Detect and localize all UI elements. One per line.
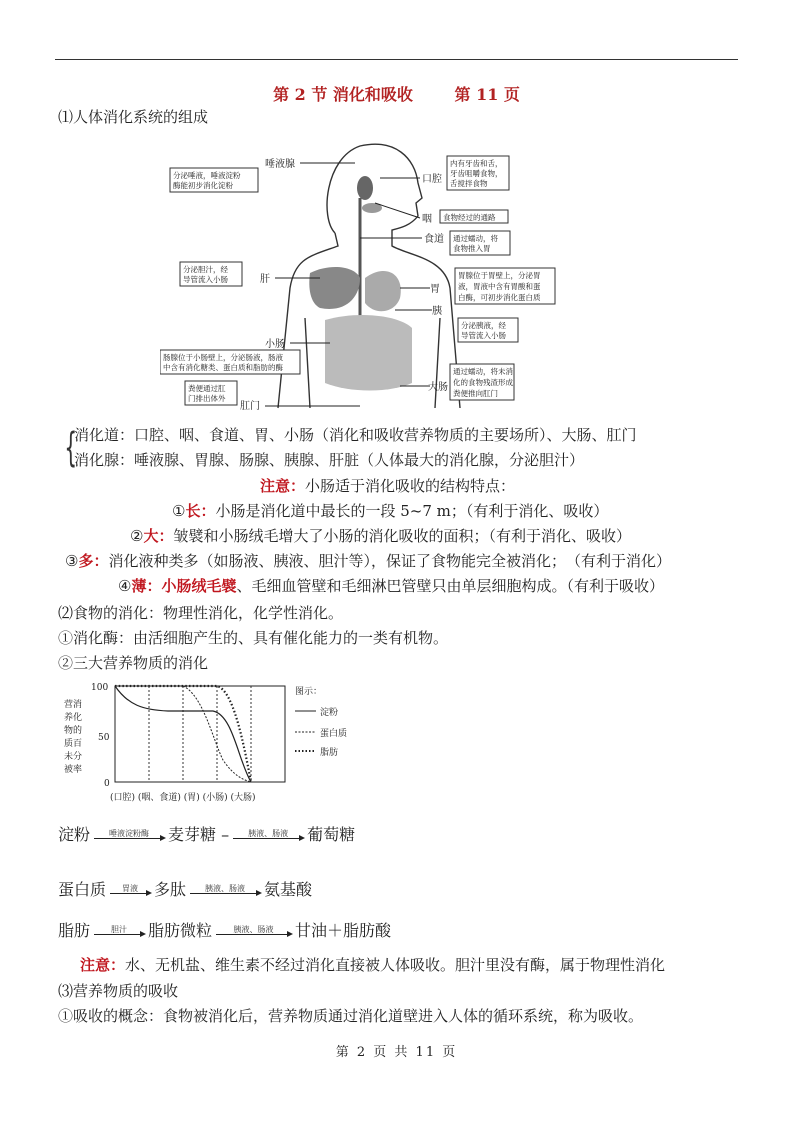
svg-text:液，胃液中含有胃酸和蛋: 液，胃液中含有胃酸和蛋 bbox=[458, 282, 541, 291]
label-small-intestine: 小肠 bbox=[265, 339, 285, 350]
label-pharynx: 咽 bbox=[422, 214, 432, 225]
svg-text:白酶，可初步消化蛋白质: 白酶，可初步消化蛋白质 bbox=[458, 293, 541, 302]
section-title: 第 2 节 消化和吸收 bbox=[273, 85, 413, 104]
svg-text:分泌胆汁，经: 分泌胆汁，经 bbox=[183, 265, 228, 274]
svg-text:导管流入小肠: 导管流入小肠 bbox=[183, 275, 228, 284]
digestion-chart bbox=[58, 680, 368, 805]
svg-text:未分: 未分 bbox=[64, 752, 83, 762]
absorption-concept: ①吸收的概念：食物被消化后，营养物质通过消化道壁进入人体的循环系统，称为吸收。 bbox=[58, 1007, 644, 1025]
svg-text:0: 0 bbox=[104, 779, 110, 789]
svg-text:50: 50 bbox=[98, 733, 110, 743]
label-salivary-gland: 唾液腺 bbox=[265, 159, 295, 170]
svg-text:100: 100 bbox=[91, 683, 109, 693]
section-2-heading: ⑵食物的消化：物理性消化，化学性消化。 bbox=[58, 604, 344, 622]
page-reference: 第 11 页 bbox=[454, 85, 520, 104]
brace: { bbox=[64, 425, 78, 471]
digestive-glands-line: 消化腺：唾液腺、胃腺、肠腺、胰腺、肝脏（人体最大的消化腺，分泌胆汁） bbox=[74, 451, 585, 469]
starch-digestion-equation: 淀粉 唾液淀粉酶 麦芽糖 – 胰液、肠液 葡萄糖 bbox=[58, 825, 356, 844]
section-3-heading: ⑶营养物质的吸收 bbox=[58, 982, 179, 1000]
fat-digestion-equation: 脂肪 胆汁 脂肪微粒 胰液、肠液 甘油＋脂肪酸 bbox=[58, 921, 392, 940]
feature-thin: ④薄：小肠绒毛襞、毛细血管壁和毛细淋巴管壁只由单层细胞构成。（有利于吸收） bbox=[118, 577, 664, 595]
label-large-intestine: 大肠 bbox=[428, 382, 448, 393]
svg-text:酶能初步消化淀粉: 酶能初步消化淀粉 bbox=[173, 181, 233, 190]
svg-text:物的: 物的 bbox=[64, 726, 83, 736]
svg-text:图示：: 图示： bbox=[295, 687, 323, 697]
svg-text:营消: 营消 bbox=[64, 700, 83, 710]
svg-text:胃腺位于胃壁上，分泌胃: 胃腺位于胃壁上，分泌胃 bbox=[458, 271, 541, 280]
section-1-heading: ⑴人体消化系统的组成 bbox=[58, 108, 209, 126]
three-nutrients-heading: ②三大营养物质的消化 bbox=[58, 654, 209, 672]
svg-text:(口腔) (咽、食道) (胃) (小肠) (大肠): (口腔) (咽、食道) (胃) (小肠) (大肠) bbox=[110, 793, 256, 803]
header-rule bbox=[55, 59, 738, 60]
svg-text:粪便通过肛: 粪便通过肛 bbox=[188, 384, 226, 393]
svg-text:脂肪: 脂肪 bbox=[320, 748, 339, 758]
feature-many: ③多：消化液种类多（如肠液、胰液、胆汁等），保证了食物能完全被消化； （有利于消化） bbox=[65, 552, 671, 570]
note-absorption: 注意：水、无机盐、维生素不经过消化直接被人体吸收。胆汁里没有酶，属于物理性消化 bbox=[80, 956, 666, 974]
enzyme-definition: ①消化酶：由活细胞产生的、具有催化能力的一类有机物。 bbox=[58, 629, 449, 647]
svg-text:蛋白质: 蛋白质 bbox=[320, 729, 348, 739]
page-title bbox=[0, 82, 793, 105]
svg-text:分泌胰液，经: 分泌胰液，经 bbox=[461, 321, 506, 330]
svg-text:淀粉: 淀粉 bbox=[320, 708, 339, 718]
svg-text:中含有消化糖类、蛋白质和脂肪的酶: 中含有消化糖类、蛋白质和脂肪的酶 bbox=[163, 363, 283, 372]
svg-text:通过蠕动，将未消: 通过蠕动，将未消 bbox=[453, 367, 513, 376]
page-footer: 第 2 页 共 11 页 bbox=[335, 1045, 458, 1060]
note-small-intestine: 注意：小肠适于消化吸收的结构特点： bbox=[260, 477, 516, 495]
svg-text:通过蠕动，将: 通过蠕动，将 bbox=[453, 234, 498, 243]
label-anus: 肛门 bbox=[240, 401, 260, 412]
svg-text:门排出体外: 门排出体外 bbox=[188, 394, 226, 403]
svg-text:舌搅拌食物: 舌搅拌食物 bbox=[450, 179, 488, 188]
svg-text:导管流入小肠: 导管流入小肠 bbox=[461, 331, 506, 340]
svg-text:化的食物残渣形成: 化的食物残渣形成 bbox=[453, 378, 513, 387]
label-liver: 肝 bbox=[260, 274, 270, 285]
feature-large: ②大：皱襞和小肠绒毛增大了小肠的消化吸收的面积；（有利于消化、吸收） bbox=[130, 527, 631, 545]
label-esophagus: 食道 bbox=[424, 234, 444, 245]
svg-text:食物推入胃: 食物推入胃 bbox=[453, 244, 491, 253]
digestive-system-diagram bbox=[160, 138, 590, 413]
protein-digestion-equation: 蛋白质 胃液 多肽 胰液、肠液 氨基酸 bbox=[58, 880, 313, 899]
label-pancreas: 胰 bbox=[432, 306, 442, 317]
svg-text:粪便推向肛门: 粪便推向肛门 bbox=[453, 389, 498, 398]
label-mouth: 口腔 bbox=[422, 174, 442, 185]
label-stomach: 胃 bbox=[430, 284, 440, 295]
feature-long: ①长：小肠是消化道中最长的一段 5~7 m；（有利于消化、吸收） bbox=[172, 502, 609, 520]
svg-text:质百: 质百 bbox=[64, 739, 83, 749]
svg-text:食物经过的通路: 食物经过的通路 bbox=[443, 213, 496, 222]
svg-text:肠腺位于小肠壁上，分泌肠液，肠液: 肠腺位于小肠壁上，分泌肠液，肠液 bbox=[163, 353, 283, 362]
svg-text:内有牙齿和舌，: 内有牙齿和舌， bbox=[450, 159, 503, 168]
svg-text:被率: 被率 bbox=[64, 765, 83, 775]
svg-text:分泌唾液，唾液淀粉: 分泌唾液，唾液淀粉 bbox=[173, 171, 241, 180]
digestive-tract-line: 消化道：口腔、咽、食道、胃、小肠（消化和吸收营养物质的主要场所）、大肠、肛门 bbox=[74, 426, 637, 444]
svg-text:牙齿咀嚼食物，: 牙齿咀嚼食物， bbox=[450, 169, 503, 178]
svg-text:养化: 养化 bbox=[64, 713, 83, 723]
